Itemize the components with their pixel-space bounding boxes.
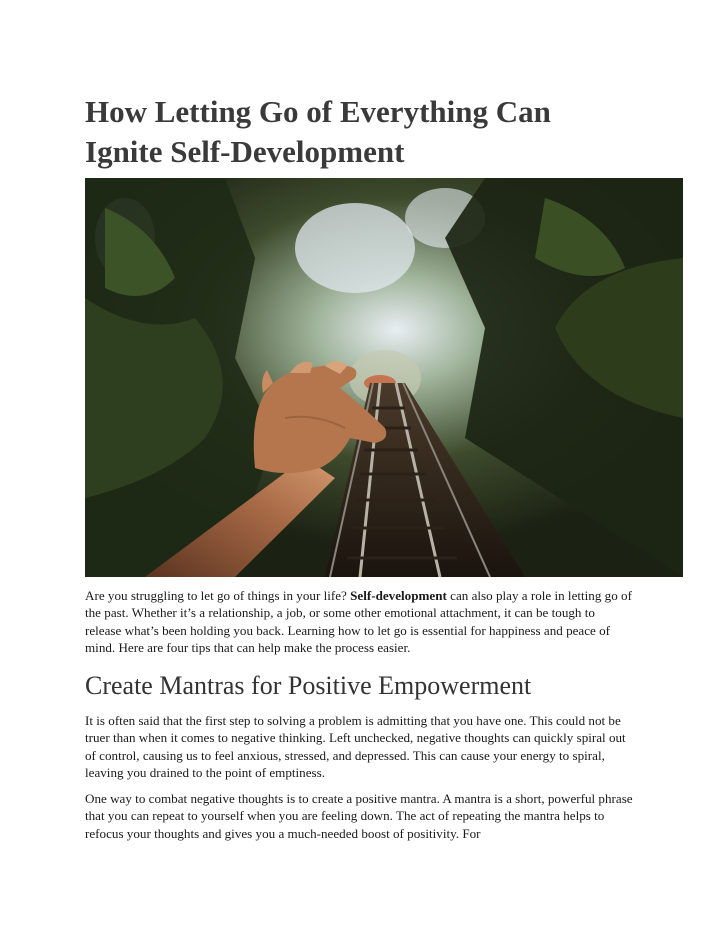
hero-image bbox=[85, 178, 683, 577]
intro-text-before: Are you struggling to let go of things in your life? bbox=[85, 588, 351, 603]
body-paragraph-2: One way to combat negative thoughts is to create a positive mantra. A mantra is a short, powerful phrase that you can repeat to yourself when you are feeling down. The act of repeating the mantra helps to refocus your thoughts and gives you a much-needed boost of positivity. For bbox=[85, 791, 633, 841]
title-line-1: How Letting Go of Everything Can bbox=[85, 94, 551, 129]
section-heading-mantras: Create Mantras for Positive Empowerment bbox=[85, 671, 532, 700]
body-paragraph-1: It is often said that the first step to solving a problem is admitting that you have one. This could not be truer than when it comes to negative thinking. Left unchecked, negative thoughts can quickly spiral out of control, causing us to feel anxious, stressed, and depressed. This can cause your energy to spiral, leaving you drained to the point of emptiness. bbox=[85, 713, 626, 781]
article-title bbox=[85, 92, 685, 172]
self-development-keyword: Self-development bbox=[350, 588, 447, 603]
title-line-2: Ignite Self-Development bbox=[85, 134, 405, 169]
intro-text-after: can also play a role in letting go of the past. Whether it’s a relationship, a job, or some other emotional attachment, it can be tough to release what’s been holding you back. Learning how to let go is essential for happiness and peace of mind. Here are four tips that can help make the process easier. bbox=[85, 588, 632, 656]
forest-railway-hand-illustration bbox=[85, 178, 683, 577]
intro-paragraph bbox=[85, 587, 633, 657]
